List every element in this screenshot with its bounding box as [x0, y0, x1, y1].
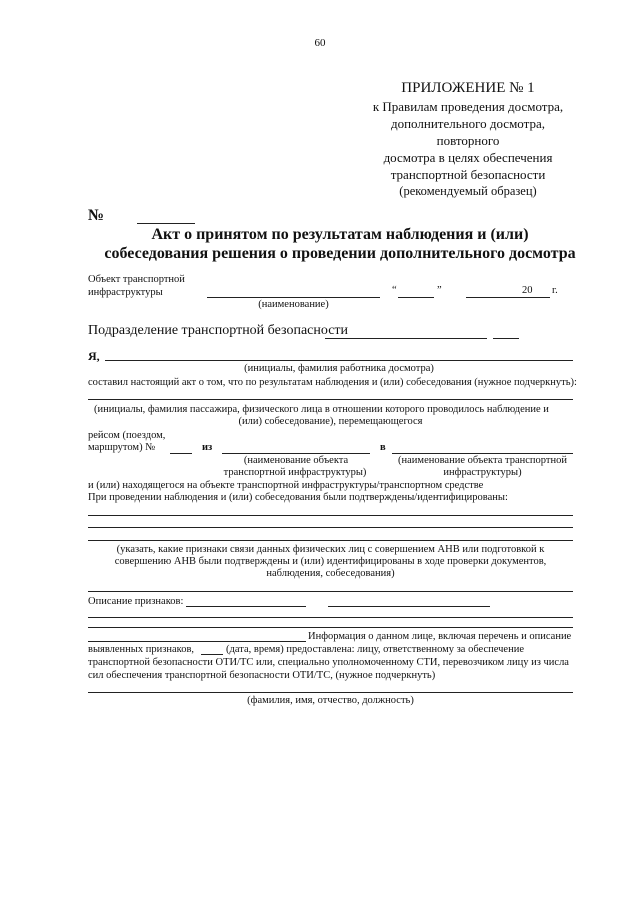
object-label-line2: инфраструктуры: [88, 287, 163, 298]
information-field[interactable]: [88, 641, 306, 642]
signature-field[interactable]: [88, 692, 573, 693]
route-label-line1: рейсом (поездом,: [88, 430, 166, 441]
description-field-line[interactable]: [88, 617, 573, 618]
description-label: Описание признаков:: [88, 596, 184, 607]
act-title-line1: Акт о принятом по результатам наблюдения и (или): [151, 226, 529, 243]
route-to-field[interactable]: [392, 453, 573, 454]
passenger-caption-line2: (или) собеседование), перемещающегося: [238, 416, 423, 427]
information-line3: транспортной безопасности ОТИ/ТС или, специально уполномоченному СТИ, перевозчиком лицу из числа: [88, 657, 569, 668]
appendix-line: дополнительного досмотра,: [390, 116, 545, 131]
description-field-line[interactable]: [88, 627, 573, 628]
route-location-text: и (или) находящегося на объекте транспортной инфраструктуры/транспортном средстве: [88, 480, 484, 491]
information-line1: Информация о данном лице, включая перечень и описание: [308, 631, 572, 642]
signs-caption-line1: (указать, какие признаки связи данных физических лиц с совершением АНВ или подготовкой к: [116, 544, 545, 555]
information-line2-part1: выявленных признаков,: [88, 644, 195, 655]
appendix-line: к Правилам проведения досмотра,: [372, 99, 564, 114]
subdivision-label: Подразделение транспортной безопасности: [88, 323, 349, 338]
information-line4: сил обеспечения транспортной безопасности ОТИ/ТС, (нужное подчеркнуть): [88, 670, 436, 681]
signs-caption-line2: совершению АНВ были подтверждены и (или) идентифицированы в ходе проверки документов,: [114, 556, 547, 567]
act-number-sign: №: [88, 207, 105, 224]
date-quote-open: “: [392, 285, 397, 296]
route-from-caption-line1: (наименование объекта: [243, 455, 349, 466]
act-statement: составил настоящий акт о том, что по результатам наблюдения и (или) собеседования (нужное подчеркнуть):: [88, 377, 577, 388]
date-day-field[interactable]: [398, 297, 434, 298]
appendix-note: (рекомендуемый образец): [399, 184, 537, 198]
i-label: Я,: [88, 349, 100, 363]
passenger-name-field[interactable]: [88, 399, 573, 400]
signs-field-line[interactable]: [88, 527, 573, 528]
route-from-label: из: [202, 442, 213, 453]
date-quote-close: ”: [437, 285, 442, 296]
route-label-line2: маршрутом) №: [88, 442, 156, 453]
information-line2-part2: (дата, время) предоставлена: лицу, ответственному за обеспечение: [226, 644, 524, 655]
route-confirmed-text: При проведении наблюдения и (или) собеседования были подтверждены/идентифицированы:: [88, 492, 508, 503]
description-field-extra[interactable]: [328, 606, 490, 607]
date-year-prefix: 20: [522, 285, 533, 296]
signs-field-line[interactable]: [88, 591, 573, 592]
date-year-suffix: г.: [552, 285, 558, 296]
signature-caption: (фамилия, имя, отчество, должность): [247, 695, 414, 706]
description-field[interactable]: [186, 606, 306, 607]
object-label-line1: Объект транспортной: [88, 274, 185, 285]
route-number-field[interactable]: [170, 453, 192, 454]
object-name-caption: (наименование): [258, 299, 329, 310]
appendix-line: досмотра в целях обеспечения: [383, 150, 553, 165]
appendix-title: ПРИЛОЖЕНИЕ № 1: [401, 80, 535, 96]
signs-field-line[interactable]: [88, 540, 573, 541]
route-to-caption-line2: инфраструктуры): [443, 467, 522, 478]
signs-field-line[interactable]: [88, 515, 573, 516]
object-name-field[interactable]: [207, 297, 380, 298]
page-number: 60: [314, 37, 326, 49]
appendix-line: транспортной безопасности: [390, 167, 546, 182]
date-month-field[interactable]: [466, 297, 550, 298]
act-number-field[interactable]: [137, 223, 195, 224]
subdivision-field-extra[interactable]: [493, 338, 519, 339]
route-from-field[interactable]: [222, 453, 370, 454]
route-to-caption-line1: (наименование объекта транспортной: [398, 455, 567, 466]
route-to-label: в: [380, 442, 386, 453]
act-title-line2: собеседования решения о проведении дополнительного досмотра: [104, 245, 576, 262]
worker-name-caption: (инициалы, фамилия работника досмотра): [244, 363, 434, 374]
worker-name-field[interactable]: [105, 360, 573, 361]
signs-caption-line3: наблюдения, собеседования): [266, 568, 395, 579]
appendix-line: повторного: [436, 133, 500, 148]
information-datetime-field[interactable]: [201, 654, 223, 655]
subdivision-field[interactable]: [325, 338, 487, 339]
route-from-caption-line2: транспортной инфраструктуры): [223, 467, 367, 478]
passenger-caption-line1: (инициалы, фамилия пассажира, физического лица в отношении которого проводилось наблюдение и: [94, 404, 549, 415]
